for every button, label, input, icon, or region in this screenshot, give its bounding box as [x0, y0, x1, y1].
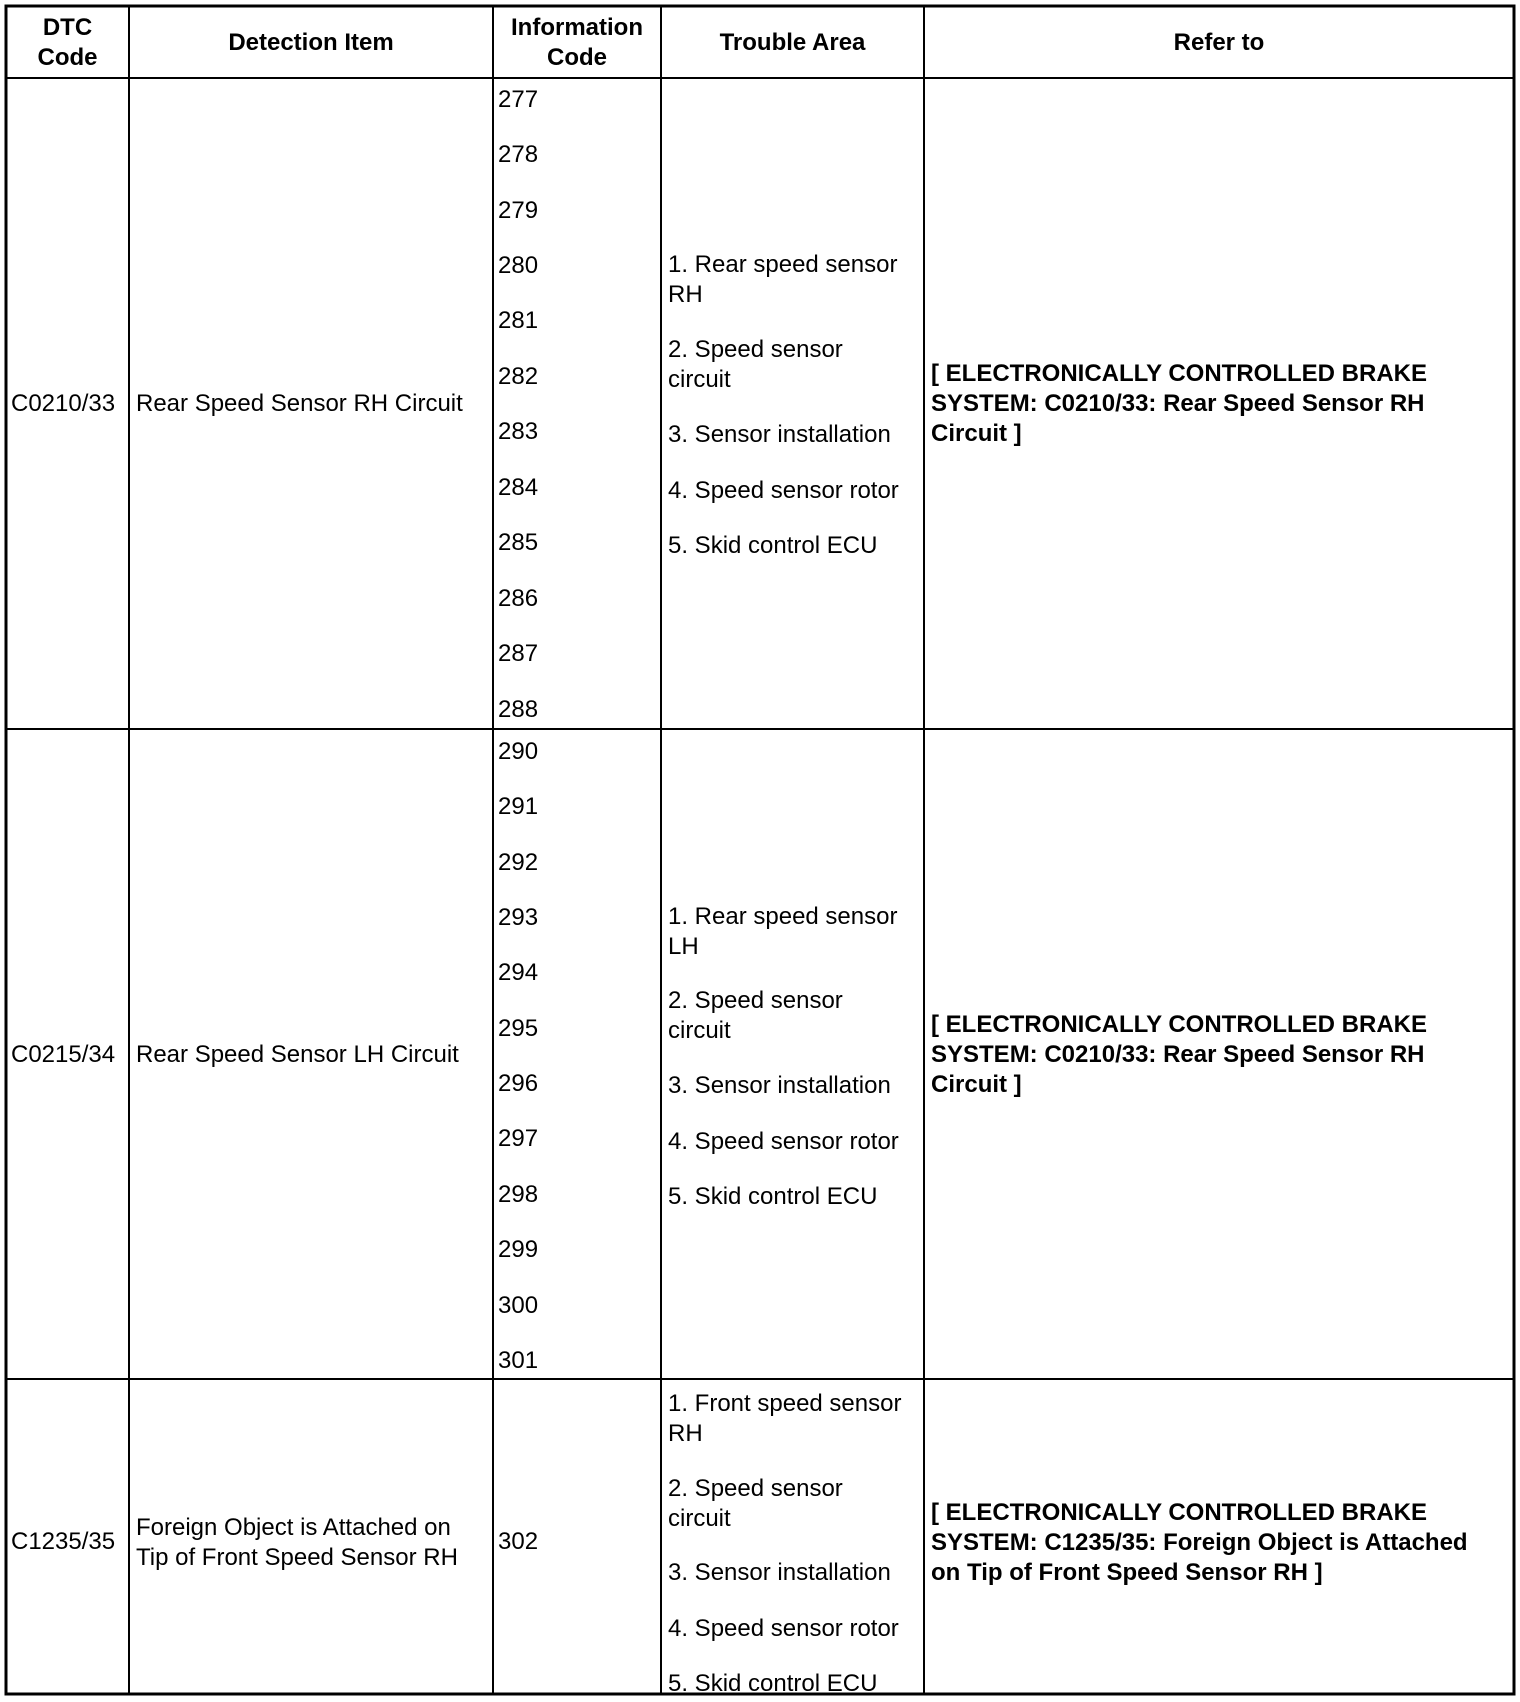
information-code: 292: [498, 849, 539, 876]
information-code: 300: [498, 1292, 539, 1319]
information-code: 278: [498, 141, 539, 168]
information-code: 299: [498, 1236, 539, 1263]
information-code: 287: [498, 640, 539, 667]
header-refer-to: Refer to: [1173, 29, 1265, 56]
information-code: 293: [498, 904, 539, 931]
trouble-area-item: 5. Skid control ECU: [668, 1670, 878, 1697]
information-code: 290: [498, 738, 539, 765]
refer-to-cell: [ ELECTRONICALLY CONTROLLED BRAKE SYSTEM: C0210/33: Rear Speed Sensor RH Circuit ]: [931, 360, 1428, 447]
header-trouble-area: Trouble Area: [719, 29, 866, 56]
information-code: 297: [498, 1125, 539, 1152]
refer-to-cell: [ ELECTRONICALLY CONTROLLED BRAKE SYSTEM: C1235/35: Foreign Object is Attached on Tip of Front Speed Sensor RH ]: [931, 1499, 1468, 1586]
header-information-code: Information Code: [511, 14, 643, 71]
information-code: 281: [498, 307, 539, 334]
dtc-code-cell: C1235/35: [11, 1528, 116, 1555]
information-code: 298: [498, 1181, 539, 1208]
information-code: 284: [498, 474, 539, 501]
trouble-area-item: 2. Speed sensor circuit: [668, 987, 843, 1044]
trouble-area-item: 4. Speed sensor rotor: [668, 1128, 899, 1155]
information-code: 291: [498, 793, 539, 820]
information-code: 301: [498, 1347, 539, 1374]
trouble-area-item: 5. Skid control ECU: [668, 532, 878, 559]
detection-item-cell: Rear Speed Sensor RH Circuit: [136, 390, 463, 417]
information-code: 288: [498, 696, 539, 723]
information-code: 286: [498, 585, 539, 612]
detection-item-cell: Rear Speed Sensor LH Circuit: [136, 1041, 459, 1068]
trouble-area-item: 5. Skid control ECU: [668, 1183, 878, 1210]
information-code: 294: [498, 959, 539, 986]
trouble-area-item: 3. Sensor installation: [668, 421, 891, 448]
trouble-area-item: 3. Sensor installation: [668, 1072, 891, 1099]
information-code: 295: [498, 1015, 539, 1042]
information-code: 280: [498, 252, 539, 279]
information-code: 279: [498, 197, 539, 224]
trouble-area-item: 2. Speed sensor circuit: [668, 1475, 843, 1532]
trouble-area-item: 1. Rear speed sensor LH: [668, 903, 898, 960]
dtc-code-cell: C0210/33: [11, 390, 116, 417]
trouble-area-item: 1. Front speed sensor RH: [668, 1390, 902, 1447]
information-code: 277: [498, 86, 539, 113]
trouble-area-item: 4. Speed sensor rotor: [668, 477, 899, 504]
trouble-area-item: 1. Rear speed sensor RH: [668, 251, 898, 308]
header-dtc-code: DTC Code: [37, 14, 98, 71]
trouble-area-item: 4. Speed sensor rotor: [668, 1615, 899, 1642]
information-code: 285: [498, 529, 539, 556]
information-code: 302: [498, 1528, 539, 1555]
dtc-code-cell: C0215/34: [11, 1041, 116, 1068]
trouble-area-item: 2. Speed sensor circuit: [668, 336, 843, 393]
refer-to-cell: [ ELECTRONICALLY CONTROLLED BRAKE SYSTEM: C0210/33: Rear Speed Sensor RH Circuit ]: [931, 1011, 1428, 1098]
trouble-area-item: 3. Sensor installation: [668, 1559, 891, 1586]
header-detection-item: Detection Item: [228, 29, 394, 56]
information-code: 296: [498, 1070, 539, 1097]
information-code: 283: [498, 418, 539, 445]
detection-item-cell: Foreign Object is Attached on Tip of Front Speed Sensor RH: [136, 1514, 458, 1571]
information-code: 282: [498, 363, 539, 390]
